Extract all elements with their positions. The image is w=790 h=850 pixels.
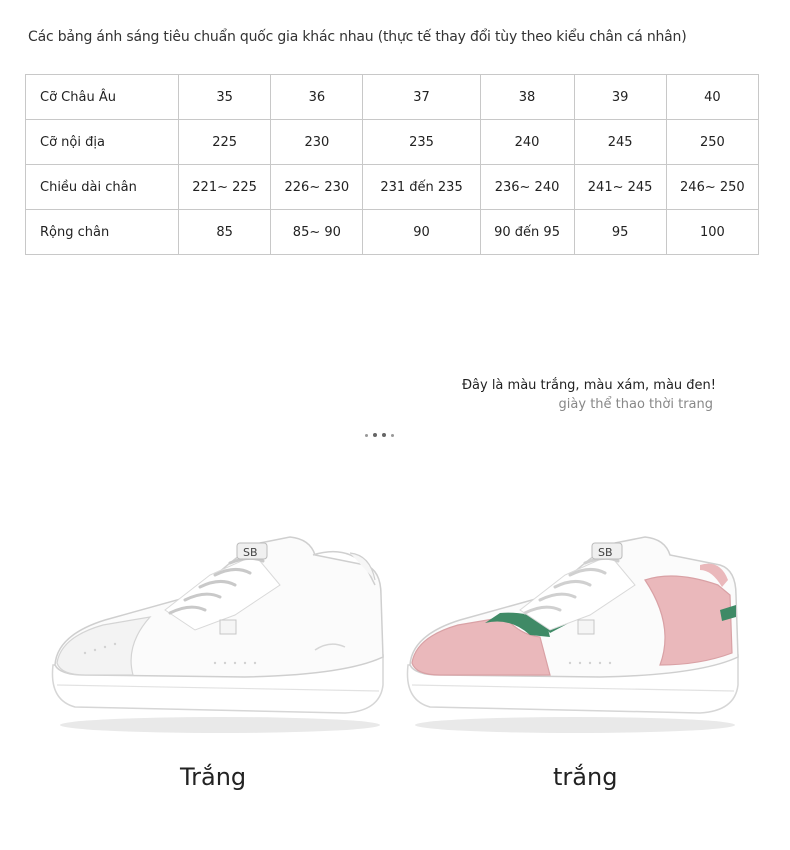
table-cell: 225 <box>179 120 271 165</box>
table-cell: 39 <box>574 75 666 120</box>
table-cell: 241~ 245 <box>574 165 666 210</box>
svg-text:SB: SB <box>243 546 258 559</box>
table-row <box>26 120 759 165</box>
table-cell: 35 <box>179 75 271 120</box>
table-cell: 240 <box>480 120 574 165</box>
table-cell: 37 <box>363 75 480 120</box>
table-cell: 40 <box>666 75 758 120</box>
promo-subtitle: giày thể thao thời trang <box>558 397 713 412</box>
table-row <box>26 165 759 210</box>
row-header: Cỡ Châu Âu <box>26 75 179 120</box>
sneaker-white-image <box>45 525 390 740</box>
product-color-label-2: trắng <box>553 763 618 791</box>
table-row <box>26 75 759 120</box>
table-row <box>26 210 759 255</box>
table-cell: 221~ 225 <box>179 165 271 210</box>
svg-text:SB: SB <box>598 546 613 559</box>
sneaker-pink-green-image <box>400 525 745 740</box>
table-cell: 236~ 240 <box>480 165 574 210</box>
dot <box>365 434 368 437</box>
size-table <box>25 74 759 255</box>
table-cell: 226~ 230 <box>271 165 363 210</box>
row-header: Cỡ nội địa <box>26 120 179 165</box>
table-cell: 95 <box>574 210 666 255</box>
table-cell: 36 <box>271 75 363 120</box>
table-cell: 250 <box>666 120 758 165</box>
table-cell: 246~ 250 <box>666 165 758 210</box>
row-header: Rộng chân <box>26 210 179 255</box>
dot <box>391 434 394 437</box>
carousel-dots <box>365 433 394 437</box>
table-cell: 245 <box>574 120 666 165</box>
table-cell: 230 <box>271 120 363 165</box>
table-cell: 90 đến 95 <box>480 210 574 255</box>
table-cell: 38 <box>480 75 574 120</box>
row-header: Chiều dài chân <box>26 165 179 210</box>
table-cell: 231 đến 235 <box>363 165 480 210</box>
dot-active <box>373 433 377 437</box>
size-note: Các bảng ánh sáng tiêu chuẩn quốc gia khác nhau (thực tế thay đổi tùy theo kiểu chân cá nhân) <box>28 29 687 45</box>
dot <box>382 433 386 437</box>
table-cell: 85~ 90 <box>271 210 363 255</box>
table-cell: 85 <box>179 210 271 255</box>
promo-title: Đây là màu trắng, màu xám, màu đen! <box>461 378 716 393</box>
table-cell: 235 <box>363 120 480 165</box>
product-color-label-1: Trắng <box>180 763 247 791</box>
table-cell: 90 <box>363 210 480 255</box>
table-cell: 100 <box>666 210 758 255</box>
